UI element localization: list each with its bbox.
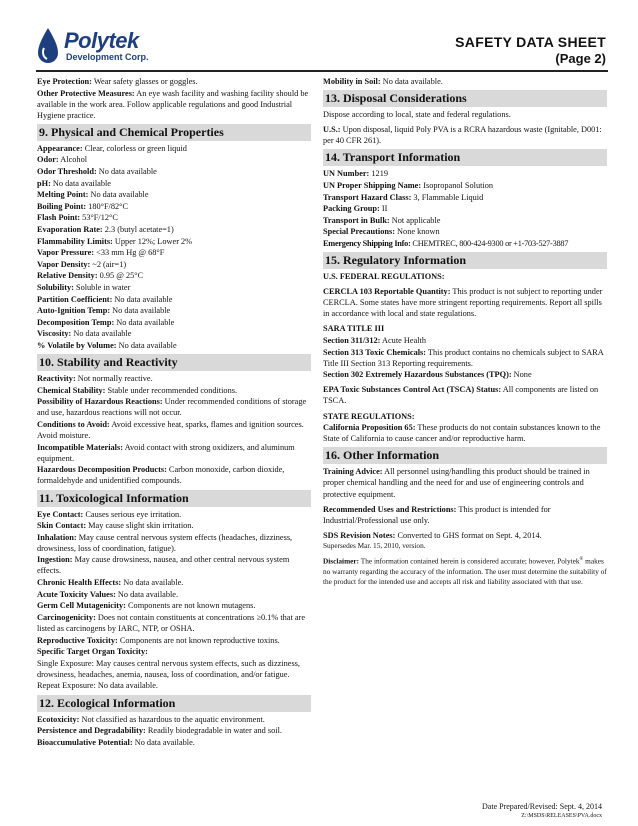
other-protective-measures: Other Protective Measures: An eye wash facility and washing facility should be available in the work area. Follow applicable regulations and good Industrial Hygiene practice. [37,88,309,120]
left-column [37,76,311,748]
mobility-in-soil: Mobility in Soil: No data available. [323,77,443,86]
ecology-row: Ecotoxicity: Not classified as hazardous to the aquatic environment. [37,714,265,724]
california-prop-65: California Proposition 65: These products do not contain substances known to the State of California to cause cancer and/or reproductive harm. [323,423,601,444]
property-row: Vapor Pressure: <33 mm Hg @ 68°F [37,248,165,258]
section-302: Section 302 Extremely Hazardous Substances (TPQ): None [323,370,532,380]
right-column [323,76,607,587]
disposal-us: U.S.: Upon disposal, liquid Poly PVA is a RCRA hazardous waste (Ignitable, D001: per 40 CFR 261). [323,125,602,146]
stot-label: Specific Target Organ Toxicity: [37,647,148,657]
stability-row: Reactivity: Not normally reactive. [37,374,153,384]
section-15-heading: 15. Regulatory Information [323,252,607,269]
recommended-uses: Recommended Uses and Restrictions: This product is intended for Industrial/Professional use only. [323,504,551,525]
transport-row: Transport in Bulk: Not applicable [323,215,441,225]
section-9-properties [37,143,311,351]
property-row: Decomposition Temp: No data available [37,317,175,327]
ecology-row: Persistence and Degradability: Readily biodegradable in water and soil. [37,726,282,736]
stability-row: Conditions to Avoid: Avoid excessive heat, sparks, flames and ignition sources. Avoid moisture. [37,419,304,441]
stability-row: Incompatible Materials: Avoid contact with strong oxidizers, and aluminum equipment. [37,442,295,463]
stot-repeat-exposure: Repeat Exposure: No data available. [37,681,158,691]
section-11-content [37,509,311,692]
toxicology-row: Ingestion: May cause drowsiness, nausea, and other central nervous system effects. [37,555,290,576]
reproductive-toxicity: Reproductive Toxicity: Components are not known reproductive toxins. [37,635,280,645]
logo-subtitle: Development Corp. [66,52,149,62]
ecology-row: Bioaccumulative Potential: No data available. [37,737,195,747]
section-10-content [37,373,311,486]
stability-row: Possibility of Hazardous Reactions: Under recommended conditions of storage and use, hazardous reactions will not occur. [37,397,307,418]
toxicology-row: Chronic Health Effects: No data available. [37,578,184,588]
property-row: Relative Density: 0.95 @ 25°C [37,271,144,281]
tsca-status: EPA Toxic Substances Control Act (TSCA) Status: All components are listed on TSCA. [323,385,599,406]
section-11-heading: 11. Toxicological Information [37,490,311,507]
supersedes-note: Supersedes Mar. 15, 2010, version. [323,541,426,551]
transport-row: Packing Group: II [323,204,388,214]
toxicology-row: Skin Contact: May cause slight skin irritation. [37,521,194,531]
logo-wordmark: Polytek [64,28,139,53]
page-number: (Page 2) [555,51,606,66]
document-title: SAFETY DATA SHEET [455,34,606,50]
germ-cell-mutagenicity: Germ Cell Mutagenicity: Components are not known mutagens. [37,601,256,611]
page-header [0,0,638,72]
section-13-content [323,109,607,146]
sds-revision-notes: SDS Revision Notes: Converted to GHS format on Sept. 4, 2014. [323,530,542,540]
eye-protection: Eye Protection: Wear safety glasses or goggles. [37,77,198,86]
training-advice: Training Advice: All personnel using/handling this product should be trained in proper chemical handling and the need for and use of engineering controls and protective equipment. [323,467,590,499]
transport-row: UN Number: 1219 [323,169,388,179]
transport-row: Emergency Shipping Info: CHEMTREC, 800-424-9300 or +1-703-527-3887 [323,238,569,248]
property-row: Odor: Alcohol [37,155,88,165]
property-row: Auto-Ignition Temp: No data available [37,306,171,316]
property-row: pH: No data available [37,178,111,188]
section-14-content [323,168,607,249]
carcinogenicity: Carcinogenicity: Does not contain constituents at concentrations ≥0.1% that are listed as carcinogens by IARC, NTP, or OSHA. [37,612,305,633]
section-311-312: Section 311/312: Acute Health [323,336,427,345]
transport-row: Special Precautions: None known [323,227,440,237]
section-313: Section 313 Toxic Chemicals: This product contains no chemicals subject to SARA Title III Section 313 Reporting requirements. [323,347,604,368]
polytek-logo [36,26,176,66]
section-12-content [37,714,311,748]
section-15-content [323,271,607,444]
sara-title-label: SARA TITLE III [323,324,385,334]
stability-row: Chemical Stability: Stable under recommended conditions. [37,385,238,395]
toxicology-row: Acute Toxicity Values: No data available. [37,589,179,599]
section-16-heading: 16. Other Information [323,447,607,464]
property-row: Boiling Point: 180°F/82°C [37,201,129,211]
stability-row: Hazardous Decomposition Products: Carbon monoxide, carbon dioxide, formaldehyde and unidentified compounds. [37,465,285,486]
disclaimer: Disclaimer: The information contained herein is considered accurate; however, Polytek® makes no warranty regarding the accuracy of the information. The user must determine the suitability of the product for the intended use and accepts all risk and liability associated with that use. [323,556,607,586]
file-path: Z:\MSDS\RELEASES\PVA.docx [521,813,602,819]
property-row: Vapor Density: ~2 (air=1) [37,259,127,269]
property-row: Evaporation Rate: 2.3 (butyl acetate=1) [37,225,174,235]
section-16-content [323,466,607,586]
property-row: Odor Threshold: No data available [37,167,157,177]
section-14-heading: 14. Transport Information [323,149,607,166]
transport-row: UN Proper Shipping Name: Isopropanol Solution [323,180,494,190]
disposal-text: Dispose according to local, state and federal regulations. [323,110,511,120]
property-row: Solubility: Soluble in water [37,283,131,292]
stot-single-exposure: Single Exposure: May causes central nervous system effects, such as dizziness, drowsiness, headaches, anemia, nausea, loss of coordination, and/or fatigue. [37,658,300,679]
state-regulations-label: STATE REGULATIONS: [323,411,415,421]
transport-row: Transport Hazard Class: 3, Flammable Liquid [323,192,484,202]
property-row: Flash Point: 53°F/12°C [37,213,118,223]
polytek-drop-icon [36,26,60,66]
property-row: Flammability Limits: Upper 12%; Lower 2% [37,236,193,246]
property-row: Appearance: Clear, colorless or green liquid [37,143,187,153]
section-10-heading: 10. Stability and Reactivity [37,354,311,371]
section-12-heading: 12. Ecological Information [37,695,311,712]
header-divider [36,70,608,72]
section-9-heading: 9. Physical and Chemical Properties [37,124,311,141]
cercla: CERCLA 103 Reportable Quantity: This product is not subject to reporting under CERCLA. Some states have more stringent reporting requirements. Report all spills in accordance with local and state regulations. [323,287,603,319]
date-prepared: Date Prepared/Revised: Sept. 4, 2014 [482,802,602,811]
property-row: % Volatile by Volume: No data available [37,340,177,350]
toxicology-row: Inhalation: May cause central nervous system effects (headaches, dizziness, drowsiness, loss of coordination, fatigue). [37,532,293,553]
property-row: Viscosity: No data available [37,329,132,339]
toxicology-row: Eye Contact: Causes serious eye irritation. [37,509,182,519]
section-13-heading: 13. Disposal Considerations [323,90,607,107]
property-row: Melting Point: No data available [37,190,149,200]
property-row: Partition Coefficient: No data available [37,294,173,304]
federal-regulations-label: U.S. FEDERAL REGULATIONS: [323,272,445,282]
